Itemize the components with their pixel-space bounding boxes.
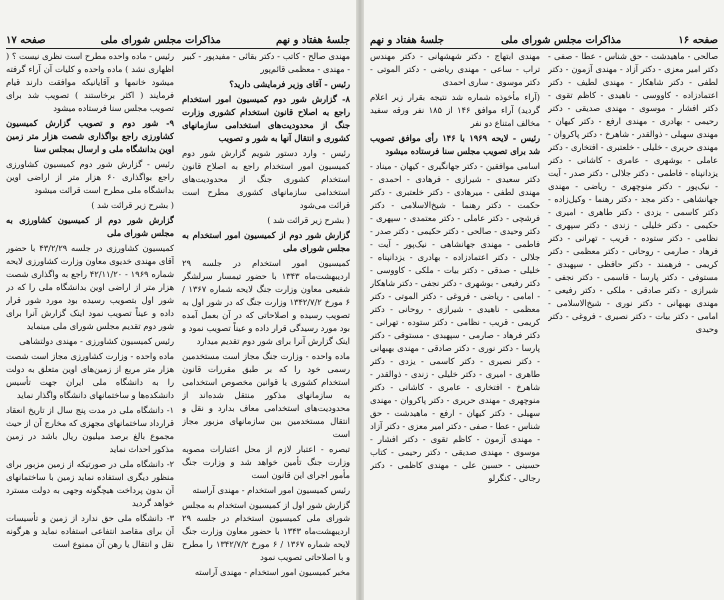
paragraph: صالحی - ماهیدشت - حق شناس - عطا - صفی - دکتر امیر معزی - دکتر آزاد - مهندی آزمون - دکتر لطفی - دکتر شاهکار - مهندی لطیف - دکتر اعتمادزاده - کاووسی - ناهیدی - کاظم تقوی - دکتر افشار - موسوی - مهندی صدیقی - دکتر رحیمی - بهادری - مهندی ارفع - دکتر کیهان - مهندی سهیلی - ذوالقدر - شاهرخ - دکتر پاکروان - مهندی حریری - خلیلی - خلعتبری - افتخاری - دکتر عاملی - بوشهری - عامری - کاشانی - دکتر یزدانپناه - فاطمی - دکتر جلالی - دکتر صدر - آیت - نیک‌پور - دکتر منوچهری - ریاضی - مهندی جهانشاهی - دکتر مجد - دکتر رهنما - وکیل‌زاده - دکتر کاسمی - یزدی - دکتر طاهری - امیری - حکیمی - دکتر خلیلی - زندی - دکتر سپهری - نظامی - دکتر ستوده - قریب - تهرانی - دکتر فرهاد - صارمی - روحانی - دکتر معظمی - دکتر کریمی - فرهمند - دکتر حافظی - سپهبدی - مستوفی - دکتر پارسا - قاسمی - دکتر نجفی - شیرازی - دکتر صادقی - ملکی - دکتر رفیعی - مهندی بهبهانی - دکتر نوری - شیخ‌الاسلامی - امامی - دکتر بیات - دکتر نصیری - فروغی - دکتر وحیدی: [548, 51, 718, 334]
paragraph: ۳- دانشگاه ملی حق ندارد از زمین و تأسیسات آن برای مقاصد انتفاعی استفاده نماید و هرگونه نقل و انتقال یا رهن آن ممنوع است: [6, 513, 174, 549]
paragraph: ۱- دانشگاه ملی در مدت پنج سال از تاریخ انعقاد قرارداد ساختمانهای مجهزی که مخارج آن از حیث مجموع بالغ برصد میلیون ریال باشد در زمین مذکور احداث نماید: [6, 405, 174, 454]
header-title: مذاکرات مجلس شورای ملی: [501, 35, 622, 46]
left-page: [0, 0, 356, 600]
page-number: صفحه ۱۶: [678, 35, 718, 46]
paragraph: رئیس - ماده واحده مطرح است نظری نیست ؟ ( اظهاری نشد ) ماده واحده و کلیات آن آراء گرفته میشود خانمها و آقایانیکه موافقت دارند قیام فرمایند ( اکثر برخاستند ) تصویب شد برای تصویب مجلس سنا فرستاده میشود: [6, 51, 174, 113]
paragraph: (آراء مأخوذه شماره شد نتیجه بقرار زیر اعلام گردید) آراء موافق ۱۴۶ از ۱۸۵ نفر ورقه سفید مخالف امتناع دو نفر: [370, 92, 540, 128]
paragraph: کمیسیون کشاورزی در جلسه ۴۳/۲/۲۹ با حضور آقای مهندی خدیوی معاون وزارت کشاورزی لایحه شماره ۱۹۶۹ - ۴۲/۱۱/۲۰ راجع به واگذاری شصت هزار متر از اراضی اوین بدانشگاه ملی را که در شور اول بتصویب رسیده بود مورد شور قرار داده و عیناً تصویب نمود اینک گزارش آنرا برای شور دوم تقدیم مجلس شورای ملی مینماید: [6, 243, 174, 331]
page-number: صفحه ۱۷: [6, 35, 46, 46]
paragraph: گزارش شور دوم از کمیسیون کشاورزی به مجلس شورای ملی: [6, 215, 174, 238]
paragraph: ( بشرح زیر قرائت شد ): [267, 215, 350, 225]
paragraph: رئیس - وارد دستور شویم گزارش شور دوم کمیسیون امور استخدام راجع به اصلاح قانون استخدام کشوری جنگ از محدودیت‌های استخدامی سازمانهای کشوری مطرح است قرائت می‌شود: [182, 148, 350, 210]
paragraph: گزارش شور اول از کمیسیون استخدام به مجلس شورای ملی کمیسیون استخدام در جلسه ۲۹ اردیبهشت‌ماه ۱۳۴۳ با حضور معاون وزارت جنگ لایحه شماره ۱۳۶۷ / ۶ مورخ ۱۳۴۲/۷/۲ را مطرح و با اصلاحاتی تصویب نمود: [182, 500, 350, 562]
page-header: [370, 30, 718, 49]
paragraph: رئیس کمیسیون کشاورزی - مهندی دولتشاهی: [19, 336, 174, 346]
header-title: مذاکرات مجلس شورای ملی: [100, 35, 221, 46]
session-title: جلسهٔ هفتاد و نهم: [370, 35, 444, 46]
session-title: جلسهٔ هفتاد و نهم: [276, 35, 350, 46]
column-left: [6, 50, 174, 598]
binding-gutter: [356, 0, 364, 600]
paragraph: رئیس کمیسیون امور استخدام - مهندی آراسته: [192, 485, 350, 495]
paragraph: رئیس - لایحه ۱۹۶۹ با ۱۴۶ رأی موافق تصویب شد برای تصویب مجلس سنا فرستاده میشود: [370, 133, 540, 156]
paragraph: ماده واحده - وزارت جنگ مجاز است مستخدمین رسمی خود را که بر طبق مقررات قانون استخدام کشوری یا قوانین مخصوص استخدامی به سازمانهای مذکور منتقل شده‌اند از محدودیت‌های استخدامی معاف بدارد و نقل و انتقال مستخدمین بین سازمانهای مزبور مجاز است: [182, 351, 350, 439]
paragraph: اسامی موافقین - دکتر جهانگیری - کیهان - میناد - دکتر سعیدی - شیرازی - فرهادی - احمدی - مهندی لطفی - میرهادی - دکتر خلعتبری - دکتر حکمت - دکتر رهنما - شیخ‌الاسلامی - دکتر فرشچی - دکتر عاملی - دکتر معتمدی - سپهری - دکتر وحیدی - صالحی - دکتر حکیمی - دکتر صدر - فاطمی - مهندی جهانشاهی - نیک‌پور - آیت - جلالی - دکتر اعتمادزاده - بهادری - یزدانپناه - خلیلی - صدقی - دکتر بیات - ملکی - کاووسی - دکتر رفیعی - بوشهری - دکتر نجفی - دکتر شاهکار - امامی - ریاضی - فروغی - دکتر الموتی - دکتر معظمی - ناهیدی - شیرازی - روحانی - دکتر کریمی - قریب - نظامی - دکتر ستوده - تهرانی - دکتر فرهاد - صارمی - سپهبدی - مستوفی - دکتر پارسا - دکتر نوری - دکتر صادقی - مهندی بهبهانی - دکتر نصیری - دکتر کاسمی - یزدی - دکتر طاهری - امیری - دکتر خلیلی - زندی - ذوالقدر - شاهرخ - افتخاری - عامری - کاشانی - دکتر منوچهری - مهندی حریری - دکتر پاکروان - مهندی سهیلی - دکتر کیهان - ارفع - ماهیدشت - حق شناس - عطا - صفی - دکتر امیر معزی - دکتر آزاد - مهندی آزمون - کاظم تقوی - دکتر افشار - موسوی - مهندی صدیقی - دکتر رحیمی - کتاب حسینی - حسین علی - مهندی کاظمی - دکتر رجالی - کنگرلو: [370, 161, 540, 483]
column-right: [182, 50, 350, 598]
column-right: [548, 50, 718, 598]
paragraph: رئیس - گزارش شور دوم کمیسیون کشاورزی راجع بواگذاری ۶۰ هزار متر از اراضی اوین بدانشگاه ملی مطرح است قرائت میشود: [6, 159, 174, 195]
column-left: [370, 50, 540, 598]
paragraph: کمیسیون امور استخدام در جلسه ۲۹ اردیبهشت‌ماه ۱۳۴۳ با حضور تیمسار سرلشگر شفیعی معاون وزارت جنگ لایحه شماره ۱۳۶۷ / ۶ مورخ ۱۳۴۲/۷/۲ وزارت جنگ که در شور اول به تصویب رسیده و اصلاحاتی که در آن بعمل آمده بود مورد رسیدگی قرار داده و عیناً تصویب نمود و اینک گزارش آنرا برای شور دوم تقدیم میدارد: [182, 258, 350, 346]
paragraph: ۲- دانشگاه ملی در صورتیکه از زمین مزبور برای منظور دیگری استفاده نماید زمین با ساختمانهای آن بدون پرداخت هیچگونه وجهی به دولت مسترد خواهد گردید: [6, 459, 174, 508]
paragraph: مهندی صالح - کاتب - دکتر بقائی - مفیدپور - کبیر - مهندی - معظمی قائم‌پور: [182, 51, 350, 74]
paragraph: ماده واحده - وزارت کشاورزی مجاز است شصت هزار متر مربع از زمین‌های اوین متعلق به دولت را به دانشگاه ملی ایران جهت تأسیس دانشکده‌ها و ساختمانهای دانشگاه واگذار نماید: [6, 351, 174, 400]
paragraph: مخبر کمیسیون امور استخدام - مهندی آراسته: [194, 567, 350, 577]
paragraph: ۹- شور دوم و تصویب گزارش کمیسیون کشاورزی راجع بواگذاری شصت هزار متر زمین اوین بدانشگاه ملی و ارسال بمجلس سنا: [6, 118, 174, 154]
paragraph: ۸- گزارش شور دوم کمیسیون امور استخدام راجع به اصلاح قانون استخدام کشوری وزارت جنگ از محدودیت‌های استخدامی سازمانهای کشوری و انتقال آنها به شور و تصویب: [182, 94, 350, 143]
paragraph: مهندی ابتهاج - دکتر شهشهانی - دکتر مهندس تراب - ساعی - مهندی ریاضی - دکتر الموتی - دکتر موسوی - ساری احمدی: [370, 51, 540, 87]
paragraph: تبصره - اعتبار لازم از محل اعتبارات مصوبه وزارت جنگ تأمین خواهد شد و وزارت جنگ مأمور اجرای این قانون است: [182, 444, 350, 480]
paragraph: گزارش شور دوم از کمیسیون امور استخدام به مجلس شورای ملی: [182, 230, 350, 253]
page-header: [6, 30, 350, 49]
paragraph: رئیس - آقای وزیر فرمایشی دارید؟: [229, 79, 350, 89]
paragraph: ( بشرح زیر قرائت شد ): [91, 200, 174, 210]
right-page: [364, 0, 724, 600]
